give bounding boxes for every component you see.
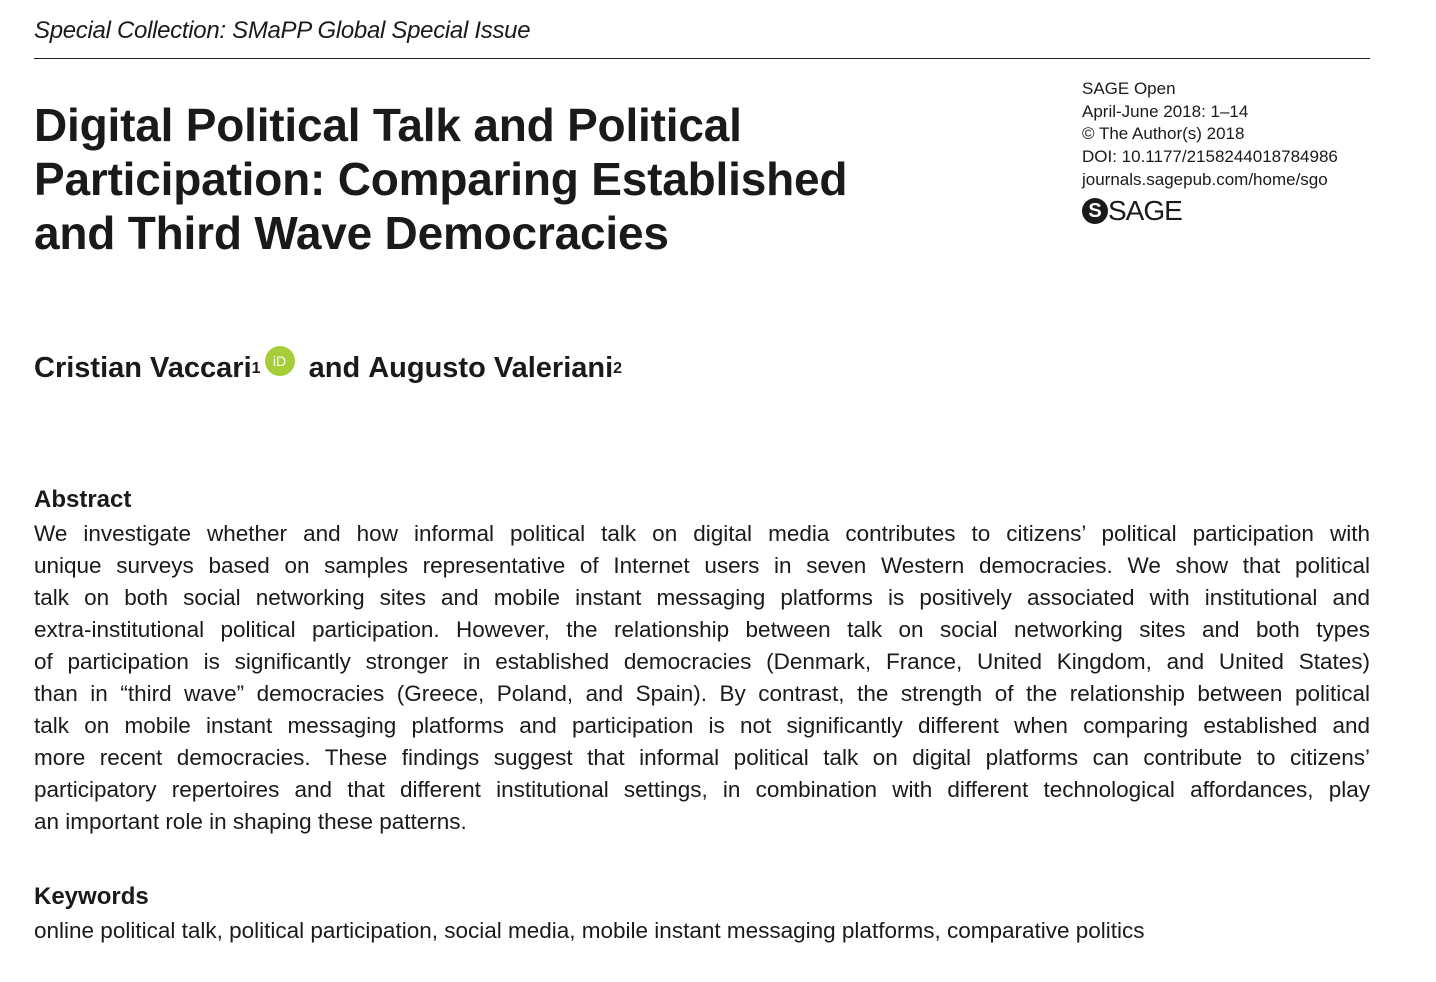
- journal-issue: April-June 2018: 1–14: [1082, 101, 1249, 121]
- abstract-line: unique surveys based on samples representative of Internet users in seven Western democracies. We show that political: [34, 553, 1370, 578]
- journal-copyright: © The Author(s) 2018: [1082, 124, 1245, 144]
- abstract-line: talk on mobile instant messaging platforms and participation is not significantly different when comparing established and: [34, 713, 1370, 738]
- journal-info: [1082, 78, 1338, 192]
- title-line: Digital Political Talk and Political: [34, 99, 742, 151]
- abstract-heading: Abstract: [34, 486, 132, 513]
- author-name: Cristian Vaccari: [34, 352, 252, 384]
- abstract-line: than in “third wave” democracies (Greece, Poland, and Spain). By contrast, the strength of the relationship between political: [34, 681, 1370, 706]
- sage-logo: [1082, 196, 1182, 226]
- abstract-line: of participation is significantly stronger in established democracies (Denmark, France, United Kingdom, and United States): [34, 649, 1370, 674]
- title-line: and Third Wave Democracies: [34, 207, 669, 259]
- abstract-line: extra-institutional political participation. However, the relationship between talk on social networking sites and both types: [34, 617, 1370, 642]
- author-line: [34, 352, 622, 385]
- abstract-line: talk on both social networking sites and mobile instant messaging platforms is positively associated with institutional and: [34, 585, 1370, 610]
- journal-url[interactable]: journals.sagepub.com/home/sgo: [1082, 169, 1328, 189]
- title-line: Participation: Comparing Established: [34, 153, 848, 205]
- abstract-line: participatory repertoires and that different institutional settings, in combination with different technological affordances, play: [34, 777, 1370, 802]
- author-connector: and: [300, 352, 369, 384]
- sage-logo-mark-icon: S: [1082, 198, 1108, 224]
- affiliation-marker: 1: [251, 360, 261, 377]
- affiliation-marker: 2: [613, 360, 623, 377]
- keywords-text: online political talk, political participation, social media, mobile instant messaging platforms, comparative politics: [34, 918, 1145, 943]
- author-name: Augusto Valeriani: [368, 352, 614, 384]
- abstract-text: [34, 518, 1370, 838]
- keywords-heading: Keywords: [34, 883, 149, 910]
- journal-name: SAGE Open: [1082, 79, 1176, 98]
- abstract-line: more recent democracies. These findings suggest that informal political talk on digital platforms can contribute to citizens’: [34, 745, 1370, 770]
- sage-logo-wordmark: SAGE: [1108, 195, 1182, 226]
- header-divider: [34, 58, 1370, 59]
- orcid-icon[interactable]: iD: [265, 346, 295, 376]
- journal-doi[interactable]: DOI: 10.1177/2158244018784986: [1082, 147, 1338, 167]
- abstract-line: We investigate whether and how informal political talk on digital media contributes to citizens’ political participation with: [34, 521, 1370, 546]
- special-collection-label: Special Collection: SMaPP Global Special Issue: [34, 17, 531, 44]
- article-title: [34, 98, 934, 260]
- abstract-line: an important role in shaping these patterns.: [34, 809, 467, 834]
